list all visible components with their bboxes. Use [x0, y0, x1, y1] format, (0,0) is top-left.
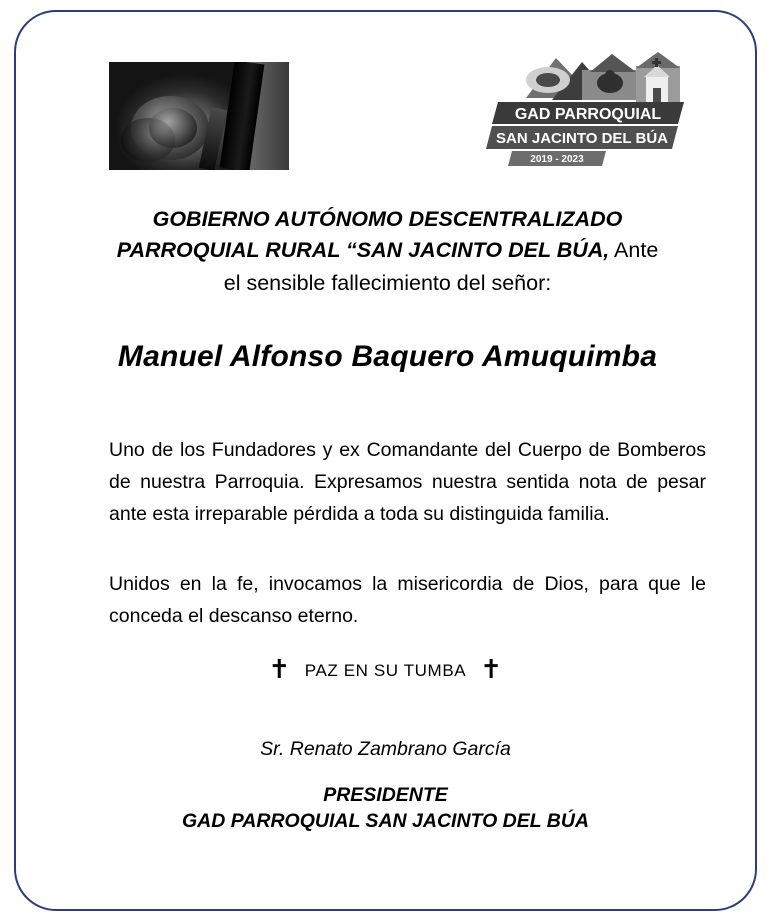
- header-logos: [16, 50, 755, 175]
- intro-line-1: GOBIERNO AUTÓNOMO DESCENTRALIZADO: [152, 207, 623, 231]
- cross-icon-left: ✝: [268, 654, 291, 684]
- gad-parroquial-logo: [486, 50, 691, 175]
- signature-name: Sr. Renato Zambrano García: [260, 738, 511, 760]
- rose-mourning-photo: [109, 62, 289, 170]
- intro-line-2-bold: PARROQUIAL RURAL “SAN JACINTO DEL BÚA,: [116, 238, 610, 262]
- logo-years: 2019 - 2023: [530, 154, 584, 165]
- signature-organization: GAD PARROQUIAL SAN JACINTO DEL BÚA: [181, 810, 589, 832]
- logo-title-line1: GAD PARROQUIAL: [514, 106, 662, 123]
- rose-center: [149, 108, 197, 148]
- logo-title-line2: SAN JACINTO DEL BÚA: [496, 130, 668, 147]
- signature-role: PRESIDENTE: [323, 784, 448, 806]
- signature-role-block: [16, 782, 755, 834]
- cross-icon-right: ✝: [480, 654, 503, 684]
- intro-line-3: el sensible fallecimiento del señor:: [223, 271, 552, 295]
- intro-line-2-plain: Ante: [609, 238, 659, 262]
- body-paragraph-2: Unidos en la fe, invocamos la misericordia de Dios, para que le conceda el descanso eterno.: [109, 573, 706, 627]
- intro-text: [76, 204, 699, 299]
- body-paragraph-1: Uno de los Fundadores y ex Comandante del Cuerpo de Bomberos de nuestra Parroquia. Expresamos nuestra sentida nota de pesar ante esta irreparable pérdida a toda su distinguida familia.: [109, 439, 706, 525]
- deceased-name: Manuel Alfonso Baquero Amuquimba: [117, 340, 658, 373]
- peace-line: [16, 654, 755, 685]
- obituary-card: [14, 10, 757, 911]
- peace-text: PAZ EN SU TUMBA: [304, 661, 467, 680]
